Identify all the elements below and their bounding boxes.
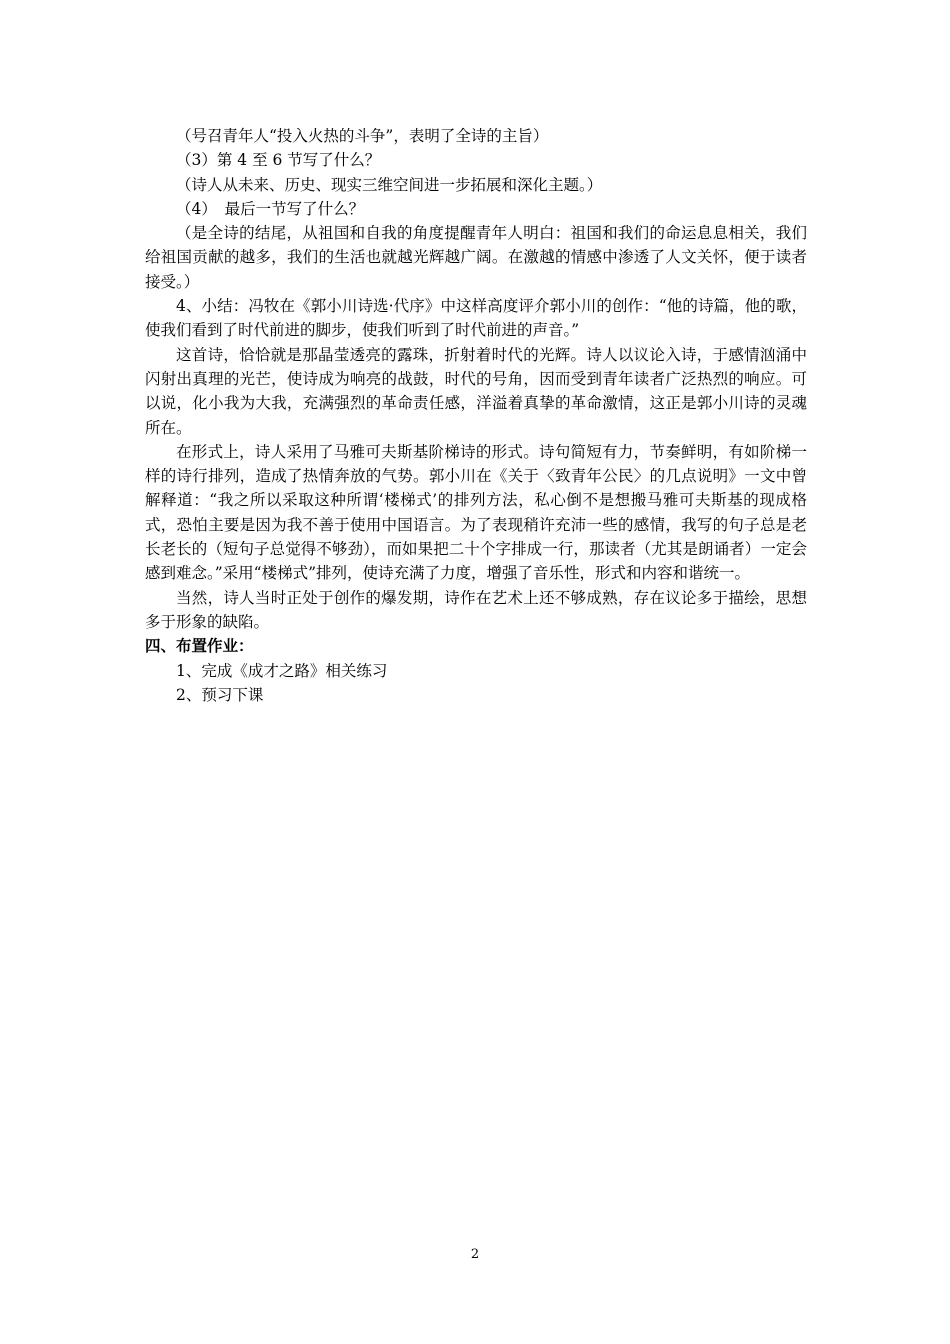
analysis-paragraph-limitations: 当然，诗人当时正处于创作的爆发期，诗作在艺术上还不够成熟，存在议论多于描绘，思想多于形象的缺陷。 [145, 588, 807, 631]
answer-paragraph-theme: （号召青年人“投入火热的斗争”，表明了全诗的主旨） [176, 127, 549, 145]
question-section-4-6: （3）第 4 至 6 节写了什么？ [176, 151, 381, 170]
homework-item-1: 1、完成《成才之路》相关练习 [176, 661, 388, 680]
section-heading-homework: 四、布置作业： [145, 637, 254, 656]
document-body [145, 124, 807, 707]
analysis-paragraph-form: 在形式上，诗人采用了马雅可夫斯基阶梯诗的形式。诗句简短有力，节奏鲜明，有如阶梯一样的诗行排列，造成了热情奔放的气势。郭小川在《关于〈致青年公民〉的几点说明》一文中曾解释道：“我之所以采取这种所谓‘楼梯式’的排列方法，私心倒不是想搬马雅可夫斯基的现成格式，恐怕主要是因为我不善于使用中国语言。为了表现稍许充沛一些的感情，我写的句子总是老长老长的（短句子总觉得不够劲），而如果把二十个字排成一行，那读者（尤其是朗诵者）一定会感到难念。”采用“楼梯式”排列，使诗充满了力度，增强了音乐性，形式和内容和谐统一。 [145, 442, 807, 583]
question-last-section: （4） 最后一节写了什么？ [176, 199, 365, 218]
page-number: 2 [470, 1247, 480, 1262]
analysis-paragraph-content: 这首诗，恰恰就是那晶莹透亮的露珠，折射着时代的光辉。诗人以议论入诗，于感情汹涌中闪射出真理的光芒，使诗成为响亮的战鼓，时代的号角，因而受到青年读者广泛热烈的响应。可以说，化小我为大我，充满强烈的革命责任感，洋溢着真挚的革命激情，这正是郭小川诗的灵魂所在。 [145, 345, 807, 437]
answer-section-4-6: （诗人从未来、历史、现实三维空间进一步拓展和深化主题。） [176, 175, 603, 194]
summary-paragraph: 4、小结：冯牧在《郭小川诗选·代序》中这样高度评介郭小川的创作：“他的诗篇，他的歌，使我们看到了时代前进的脚步，使我们听到了时代前进的声音。” [145, 297, 807, 340]
homework-item-2: 2、预习下课 [176, 685, 264, 704]
answer-last-section: （是全诗的结尾，从祖国和自我的角度提醒青年人明白：祖国和我们的命运息息相关，我们给祖国贡献的越多，我们的生活也就越光辉越广阔。在激越的情感中渗透了人文关怀，便于读者接受。） [145, 224, 807, 291]
